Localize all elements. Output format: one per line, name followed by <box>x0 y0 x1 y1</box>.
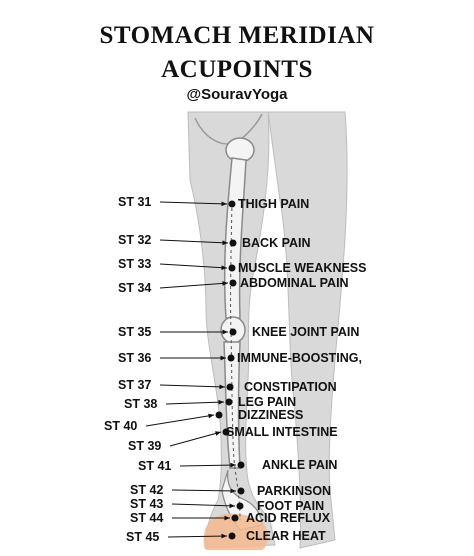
acupoint-benefit: KNEE JOINT PAIN <box>252 325 360 339</box>
acupoint-code: ST 42 <box>130 483 164 497</box>
acupoint-dot <box>230 280 237 287</box>
pointer-arrowhead <box>208 414 214 419</box>
title-line-2: ACUPOINTS <box>161 56 313 83</box>
acupoint-dot <box>229 265 236 272</box>
acupoint-code: ST 45 <box>126 530 160 544</box>
acupoint-dot <box>229 533 236 540</box>
acupoint-benefit: ACID REFLUX <box>246 511 331 525</box>
acupoint-dot <box>226 399 233 406</box>
acupoint-benefit: THIGH PAIN <box>238 197 310 211</box>
acupoint-benefit: IMMUNE-BOOSTING, <box>237 351 362 365</box>
acupoint-code: ST 40 <box>104 419 138 433</box>
acupoint-benefit: PARKINSON <box>257 484 332 498</box>
acupoint-code: ST 37 <box>118 378 152 392</box>
acupoint-code: ST 31 <box>118 195 152 209</box>
acupoint-dot <box>232 515 239 522</box>
acupoint-code: ST 35 <box>118 325 152 339</box>
acupoint-code: ST 44 <box>130 511 164 525</box>
acupoint-code: ST 41 <box>138 459 172 473</box>
acupoint-code: ST 32 <box>118 233 152 247</box>
acupoint-dot <box>230 240 237 247</box>
acupoint-code: ST 33 <box>118 257 152 271</box>
acupoint-benefit: LEG PAIN <box>238 395 297 409</box>
pointer-line <box>170 432 221 446</box>
pointer-line <box>146 415 214 426</box>
acupoint-benefit: ANKLE PAIN <box>262 458 338 472</box>
acupoint-benefit: ABDOMINAL PAIN <box>240 276 349 290</box>
title-line-1: STOMACH MERIDIAN <box>99 22 375 49</box>
acupoint-dot <box>230 329 237 336</box>
author-handle: @SouravYoga <box>186 86 288 103</box>
acupoint-dot <box>237 503 244 510</box>
acupoint-benefit: SMALL INTESTINE <box>226 425 338 439</box>
acupoint-dot <box>238 462 245 469</box>
acupoint-benefit: FOOT PAIN <box>257 499 325 513</box>
acupoint-code: ST 43 <box>130 497 164 511</box>
acupoint-benefit: BACK PAIN <box>242 236 311 250</box>
pointer-arrowhead <box>215 431 221 436</box>
acupoint-benefit: MUSCLE WEAKNESS <box>238 261 367 275</box>
acupoint-dot <box>229 201 236 208</box>
acupoint-dot <box>227 384 234 391</box>
acupoint-dot <box>228 355 235 362</box>
acupoint-code: ST 38 <box>124 397 158 411</box>
acupoint-benefit: CONSTIPATION <box>244 380 337 394</box>
acupoint-benefit: DIZZINESS <box>238 408 304 422</box>
acupoint-dot <box>238 488 245 495</box>
acupoint-code: ST 36 <box>118 351 152 365</box>
acupoint-code: ST 39 <box>128 439 162 453</box>
pointer-line <box>166 402 224 404</box>
acupoint-dot <box>216 412 223 419</box>
acupoint-code: ST 34 <box>118 281 152 295</box>
acupoint-benefit: CLEAR HEAT <box>246 529 326 543</box>
